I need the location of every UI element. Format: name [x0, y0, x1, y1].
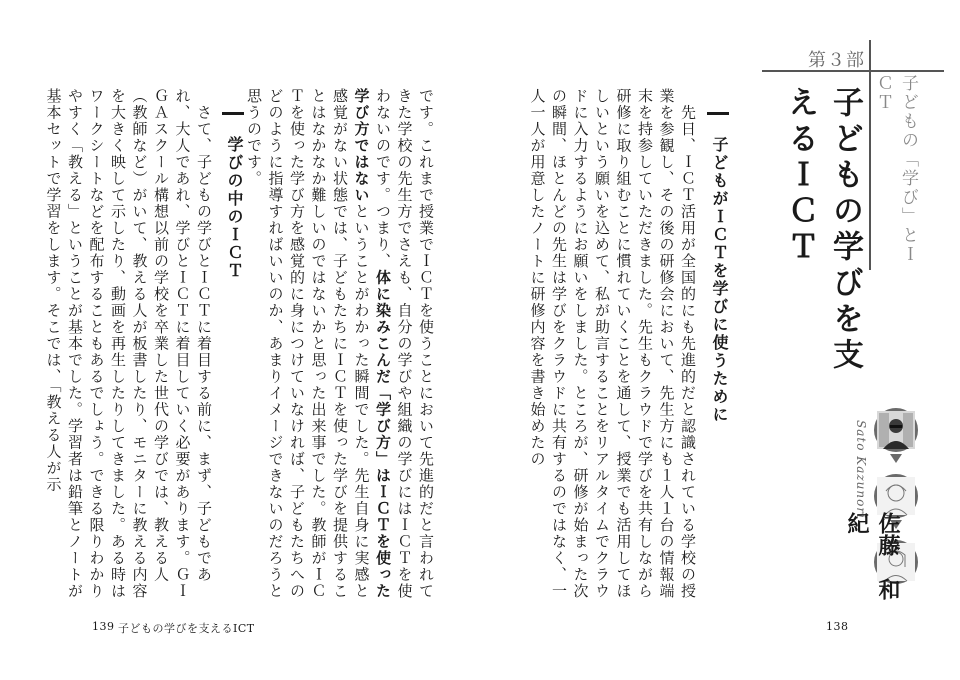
page-number: 138: [826, 620, 849, 633]
page-number: 139: [92, 620, 115, 633]
section-heading: 子どもがＩＣＴを学びに使うために: [710, 136, 729, 424]
arrow-down-icon: [890, 454, 902, 463]
main-title: 子どもの学びを支えるＩＣＴ: [782, 86, 863, 374]
running-title: 子どもの学びを支えるICT: [118, 622, 255, 635]
author-name: 佐藤 和紀: [844, 512, 901, 600]
section-heading: 学びの中のＩＣＴ: [225, 136, 244, 280]
section-heading-bar: [707, 112, 729, 115]
body-paragraph: です。これまで授業でＩＣＴを使うことにおいて先進的だと言われてきた学校の先生方でさえも、自分の学びや組織の学びにはＩＣＴを使わないのです。つまり、体に染みこんだ「学び方」はＩＣＴを使った学び方ではないということがわかった瞬間でした。先生自身に実感と感覚がない状態では、子どもたちにＩＣＴを使った学びを提供することはなかなか難しいのではないかと思った出来事でした。教師がＩＣＴを使った学び方を感覚的に身につけていなければ、子どもたちへのどのように指導すればいいのか、あまりイメージできないのだろうと思うのです。: [245, 88, 435, 600]
author-avatar: [874, 408, 918, 452]
emphasis-text: 体に染みこんだ「学び方」はＩＣＴを使った学び方ではない: [352, 88, 392, 600]
series-title: 子どもの「学び」とＩＣＴ: [873, 74, 918, 264]
body-paragraph: 先日、ＩＣＴ活用が全国的にも先進的だと認識されている学校の授業を参観し、その後の研修会において、先生方にも１人１台の情報端末を持参していただきました。先生もクラウドで学びを共有しながら研修に取り組むことに慣れていくことを通して、授業でも活用してほしいという願いを込めて、私が助言することをリアルタイムでクラウドに入力するようにお願いをしました。ところが、研修が始まった次の瞬間、ほとんどの先生は学びをクラウドに共有するのではなく、一人一人が用意したノートに研修内容を書き始めたの: [528, 88, 697, 600]
part-label: 第３部: [808, 50, 865, 71]
author-roman-name: Sato Kazunori: [854, 420, 868, 519]
body-paragraph: さて、子どもの学びとＩＣＴに着目する前に、まず、子どもであれ、大人であれ、学びとＩＣＴに着目していく必要があります。ＧＩＧＡスクール構想以前の学校を卒業した世代の学びでは、教える人（教師など）がいて、教える人が板書したり、モニターに教える内容を大きく映して示したり、動画を再生したりしてきました。ある時はワークシートなどを配布することもあるでしょう。できる限りわかりやすく「教える」ということが基本でした。学習者は鉛筆とノートが基本セットで学習をします。そこでは、「教える人が示: [44, 88, 213, 600]
section-heading-bar: [222, 112, 244, 115]
